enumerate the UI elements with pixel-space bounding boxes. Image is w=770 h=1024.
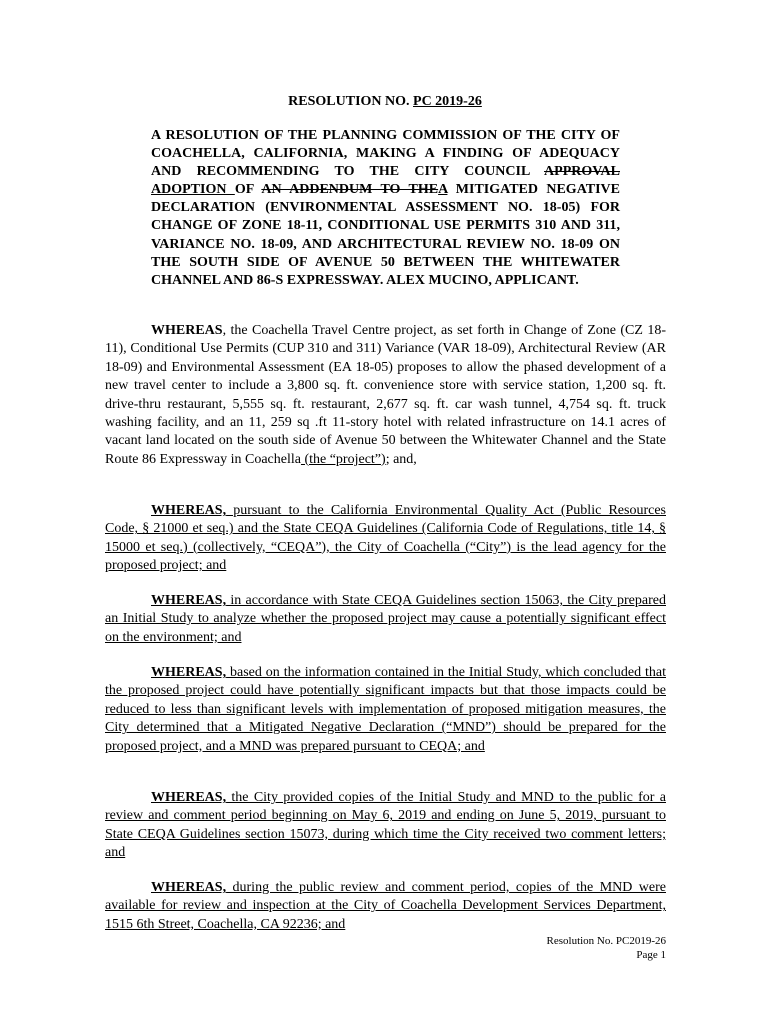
heading-struck-text-2: AN ADDENDUM TO THE [261, 182, 439, 198]
resolution-title [0, 94, 770, 110]
whereas-paragraph-3 [105, 592, 666, 647]
whereas-lead: WHEREAS, [151, 790, 227, 805]
whereas-lead: WHEREAS, [151, 503, 227, 518]
resolution-number: PC 2019-26 [413, 94, 482, 109]
heading-part-3: MITIGATED NEGATIVE DECLARATION (ENVIRONMENTAL ASSESSMENT NO. 18-05) FOR CHANGE OF ZONE 18-11, CONDITIONAL USE PERMITS 310 AND 311, VARIANCE NO. 18-09, AND ARCHITECTURAL REVIEW NO. 18-09 ON THE SOUTH SIDE OF AVENUE 50 BETWEEN THE WHITEWATER CHANNEL AND 86-S EXPRESSWAY. ALEX MUCINO, APPLICANT. [151, 182, 621, 288]
heading-part-1: A RESOLUTION OF THE PLANNING COMMISSION OF THE CITY OF COACHELLA, CALIFORNIA, MAKING A FINDING OF ADEQUACY AND RECOMMENDING TO THE CITY COUNCIL [151, 128, 620, 180]
paragraph-text: in accordance with State CEQA Guidelines section 15063, the City prepared an Initial Study to analyze whether the proposed project may cause a potentially significant effect on the environment; and [105, 593, 666, 645]
footer-resolution-number: Resolution No. PC2019-26 [546, 935, 666, 947]
title-prefix: RESOLUTION NO. [288, 94, 414, 109]
whereas-paragraph-4 [105, 664, 666, 756]
paragraph-text: based on the information contained in the Initial Study, which concluded that the proposed project could have potentially significant impacts but that those impacts could be reduced to less than significant levels with implementation of proposed mitigation measures, the City determined that a Mitigated Negative Declaration (“MND”) should be prepared for the proposed project, and a MND was prepared pursuant to CEQA; and [105, 665, 666, 754]
heading-inserted-text-1: ADOPTION [151, 182, 235, 198]
whereas-paragraph-6 [105, 879, 666, 934]
paragraph-text: the City provided copies of the Initial Study and MND to the public for a review and comment period beginning on May 6, 2019 and ending on June 5, 2019, pursuant to State CEQA Guidelines section 15073, during which time the City received two comment letters; and [105, 790, 666, 861]
whereas-lead: WHEREAS, [151, 593, 227, 608]
whereas-paragraph-2 [105, 502, 666, 576]
heading-struck-text-1: APPROVAL [544, 164, 620, 180]
inserted-text: (the “project”) [300, 451, 386, 467]
paragraph-text: during the public review and comment period, copies of the MND were available for review and inspection at the City of Coachella Development Services Department, 1515 6th Street, Coachella, CA 92236; and [105, 880, 666, 932]
whereas-paragraph-5 [105, 789, 666, 863]
whereas-lead: WHEREAS, [151, 665, 227, 680]
paragraph-text: , the Coachella Travel Centre project, as set forth in Change of Zone (CZ 18-11), Conditional Use Permits (CUP 310 and 311) Variance (VAR 18-09), Architectural Review (AR 18-09) and Environmental Assessment (EA 18-05) proposes to allow the phased development of a new travel center to include a 3,800 sq. ft. convenience store with service station, 1,200 sq. ft. drive-thru restaurant, 5,555 sq. ft. restaurant, 2,677 sq. ft. car wash tunnel, 4,754 sq. ft. truck washing facility, and an 11, 259 sq .ft 11-story hotel with related infrastructure on 14.1 acres of vacant land located on the south side of Avenue 50 between the Whitewater Channel and the State Route 86 Expressway in Coachella [105, 323, 666, 467]
whereas-paragraph-1 [105, 322, 666, 469]
whereas-lead: WHEREAS [151, 323, 223, 338]
heading-part-2: OF [234, 182, 262, 198]
paragraph-tail: ; and, [385, 451, 417, 467]
paragraph-text: pursuant to the California Environmental Quality Act (Public Resources Code, § 21000 et seq.) and the State CEQA Guidelines (California Code of Regulations, title 14, § 15000 et seq.) (collectively, “CEQA”), the City of Coachella (“City”) is the lead agency for the proposed project; and [105, 503, 666, 574]
whereas-lead: WHEREAS, [151, 880, 227, 895]
heading-inserted-text-2: A [438, 182, 448, 198]
resolution-heading [151, 127, 620, 290]
footer-page-number: Page 1 [636, 949, 666, 961]
page-footer [547, 934, 666, 962]
